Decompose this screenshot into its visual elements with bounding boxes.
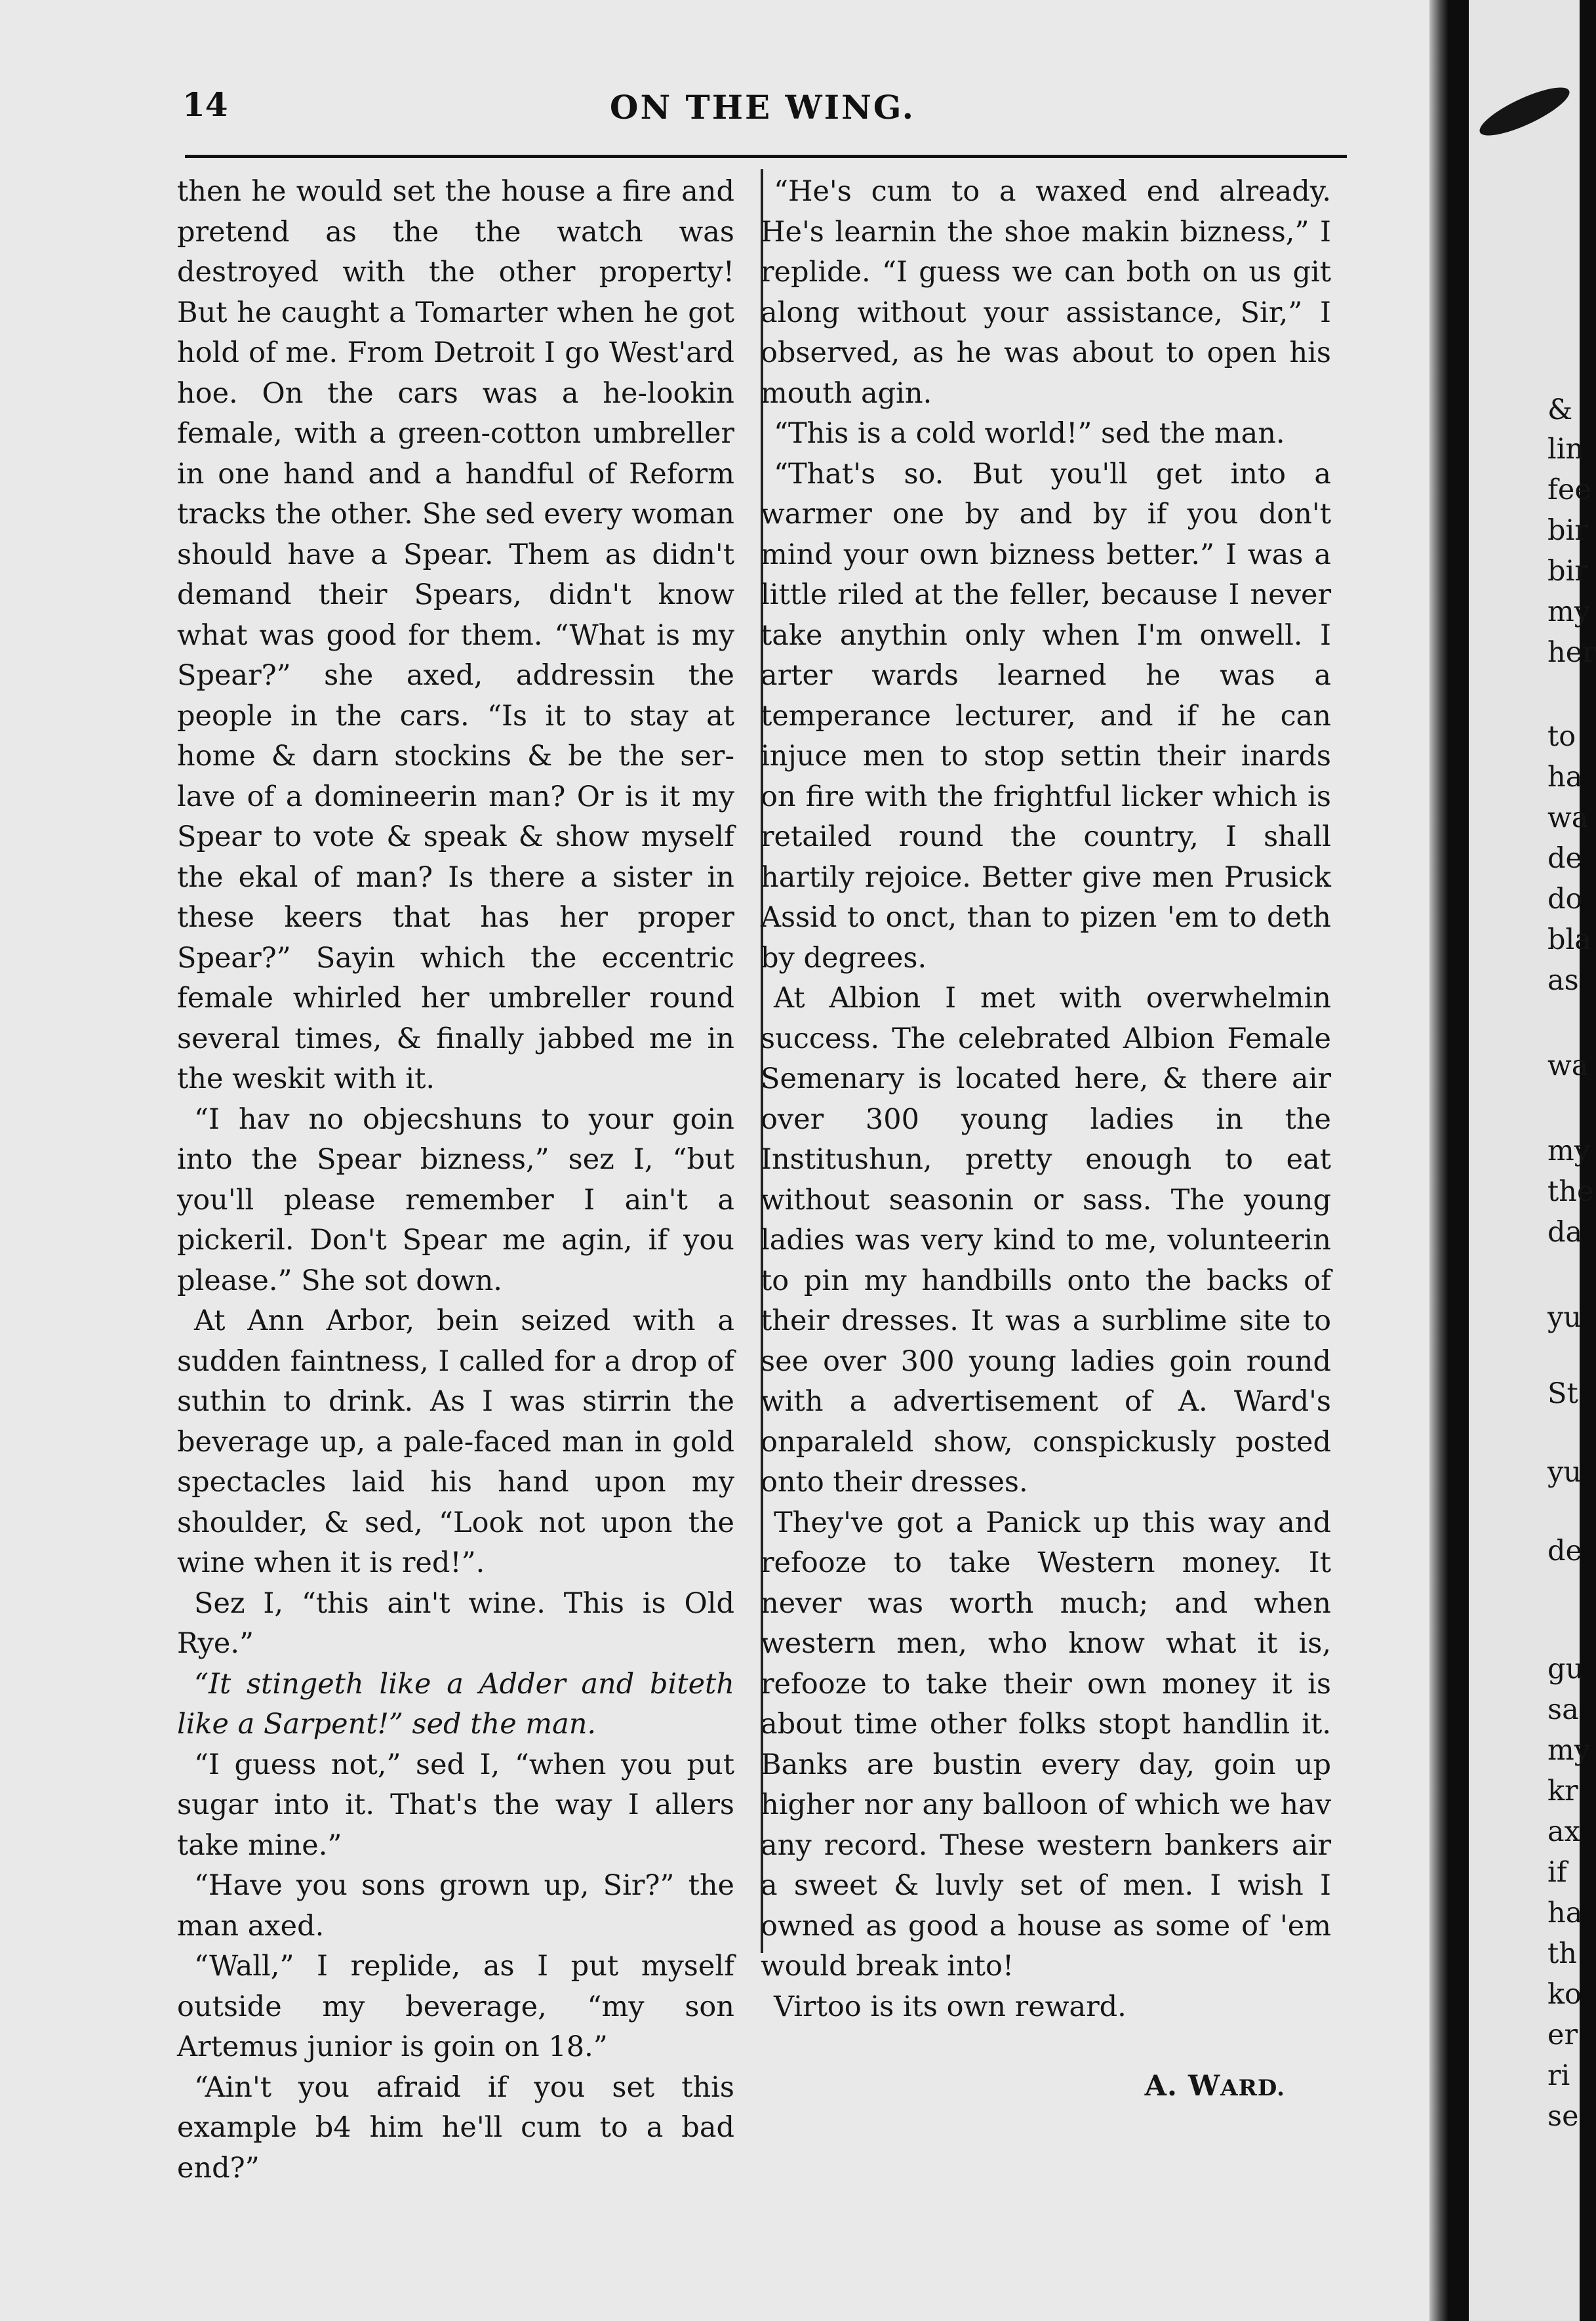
paragraph: “This is a cold world!” sed the man.: [774, 417, 1285, 450]
ink-blot: [1475, 79, 1575, 144]
facing-page-line-fragment: da: [1547, 1216, 1583, 1249]
page-number: 14: [182, 85, 228, 124]
facing-page-line-fragment: lin: [1547, 433, 1584, 466]
facing-page-line-fragment: kr: [1547, 1775, 1578, 1807]
facing-page-line-fragment: the: [1547, 1175, 1594, 1208]
facing-page-line-fragment: wa: [1547, 1049, 1589, 1082]
left-column: [177, 172, 734, 2189]
paragraph: At Ann Arbor, bein seized with a sudden faintness, I called for a drop of suthin to drink. As I was stirrin the beverage up, a pale-faced man in gold spectacles laid his hand upon my shoulder, & sed, “Look not upon the wine when it is red!”.: [177, 1304, 734, 1579]
facing-page-line-fragment: ax: [1547, 1815, 1580, 1848]
facing-page-line-fragment: sa: [1547, 1693, 1579, 1726]
facing-page-line-fragment: de: [1547, 842, 1582, 875]
paragraph: “He's cum to a waxed end already. He's learnin the shoe makin bizness,” I replide. “I guess we can both on us git along without your assistance, Sir,” I observed, as he was about to open his mouth agin.: [761, 175, 1331, 410]
author-signature: [761, 2067, 1331, 2109]
running-title: ON THE WING.: [609, 88, 916, 127]
paragraph: “Wall,” I replide, as I put myself outside my beverage, “my son Artemus junior is goin on 18.”: [177, 1950, 734, 2063]
facing-page-line-fragment: as: [1547, 964, 1579, 997]
facing-page-line-fragment: &: [1547, 394, 1573, 426]
paragraph: “That's so. But you'll get into a warmer one by and by if you don't mind your own bizness better.” I was a little riled at the feller, because I never take anythin only when I'm onwell. I arter wards learned he was a temperance lecturer, and if he can injuce men to stop settin their inards on fire with the frightful licker which is retailed round the country, I shall hartily rejoice. Better give men Prusick Assid to onct, than to pizen 'em to deth by degrees.: [761, 457, 1331, 975]
facing-page-line-fragment: gu: [1547, 1653, 1584, 1685]
facing-page-line-fragment: fee: [1547, 474, 1591, 506]
signature-initial: A. W: [1144, 2070, 1221, 2103]
paragraph: Virtoo is its own reward.: [774, 1990, 1127, 2023]
facing-page-line-fragment: bir: [1547, 555, 1588, 588]
signature-rest: ARD.: [1220, 2075, 1285, 2101]
paragraph: then he would set the house a fire and pretend as the the watch was destroyed with the other property! But he caught a Tomarter when he got hold of me. From Detroit I go West'ard hoe. On the cars was a he-lookin female, with a green-cotton umbreller in one hand and a handful of Reform tracks the other. She sed every woman should have a Spear. Them as didn't demand their Spears, didn't know what was good for them. “What is my Spear?” she axed, addressin the people in the cars. “Is it to stay at home & darn stockins & be the ser-lave of a domineerin man? Or is it my Spear to vote & speak & show myself the ekal of man? Is there a sister in these keers that has her proper Spear?” Sayin which the eccentric female whirled her umbreller round several times, & finally jabbed me in the weskit with it.: [177, 175, 734, 1095]
facing-page-line-fragment: bir: [1547, 514, 1588, 547]
facing-page-line-fragment: er: [1547, 2019, 1578, 2051]
header-rule: [185, 155, 1347, 158]
facing-page-line-fragment: my: [1547, 595, 1591, 628]
facing-page-line-fragment: ha: [1547, 761, 1583, 794]
paragraph: “Ain't you afraid if you set this example b4 him he'll cum to a bad end?”: [177, 2070, 734, 2185]
facing-page-line-fragment: yu: [1547, 1301, 1582, 1334]
paragraph-quotation: “It stingeth like a Adder and biteth like a Sarpent!” sed the man.: [177, 1667, 734, 1741]
right-column: [761, 172, 1331, 2109]
facing-page-line-fragment: if: [1547, 1856, 1567, 1889]
facing-page-line-fragment: ha: [1547, 1897, 1583, 1929]
paragraph: They've got a Panick up this way and refooze to take Western money. It never was worth much; and when western men, who know what it is, refooze to take their own money it is about time other folks stopt handlin it. Banks are bustin every day, goin up higher nor any balloon of which we hav any record. These western bankers air a sweet & luvly set of men. I wish I owned as good a house as some of 'em would break into!: [761, 1506, 1331, 1983]
paragraph: At Albion I met with overwhelmin success. The celebrated Albion Female Semenary is located here, & there air over 300 young ladies in the Institushun, pretty enough to eat without seasonin or sass. The young ladies was very kind to me, volunteerin to pin my handbills onto the backs of their dresses. It was a surblime site to see over 300 young ladies goin round with a advertisement of A. Ward's onparaleld show, conspickusly posted onto their dresses.: [761, 982, 1331, 1499]
facing-page-line-fragment: wa: [1547, 801, 1589, 834]
paragraph: “I hav no objecshuns to your goin into the Spear bizness,” sez I, “but you'll please remember I ain't a pickeril. Don't Spear me agin, if you please.” She sot down.: [177, 1102, 734, 1297]
facing-page-line-fragment: ri: [1547, 2059, 1570, 2092]
facing-page-line-fragment: St: [1547, 1377, 1578, 1410]
facing-page-line-fragment: ko: [1547, 1978, 1582, 2011]
facing-page-line-fragment: my: [1547, 1734, 1591, 1767]
paragraph: “I guess not,” sed I, “when you put sugar into it. That's the way I allers take mine.”: [177, 1748, 734, 1862]
facing-page-line-fragment: bla: [1547, 923, 1591, 956]
facing-page-line-fragment: my: [1547, 1135, 1591, 1167]
facing-page-line-fragment: do: [1547, 883, 1583, 916]
paragraph: Sez I, “this ain't wine. This is Old Rye.”: [177, 1586, 734, 1660]
page-edge-shadow: [1429, 0, 1448, 2321]
facing-page-line-fragment: se: [1547, 2100, 1579, 2133]
page-header: [176, 79, 1349, 131]
facing-page-line-fragment: th: [1547, 1937, 1577, 1970]
facing-page-line-fragment: yu: [1547, 1456, 1582, 1489]
paragraph: “Have you sons grown up, Sir?” the man axed.: [177, 1869, 734, 1943]
facing-page-line-fragment: to: [1547, 720, 1576, 753]
facing-page-line-fragment: de: [1547, 1535, 1582, 1567]
facing-page-line-fragment: her: [1547, 636, 1596, 669]
